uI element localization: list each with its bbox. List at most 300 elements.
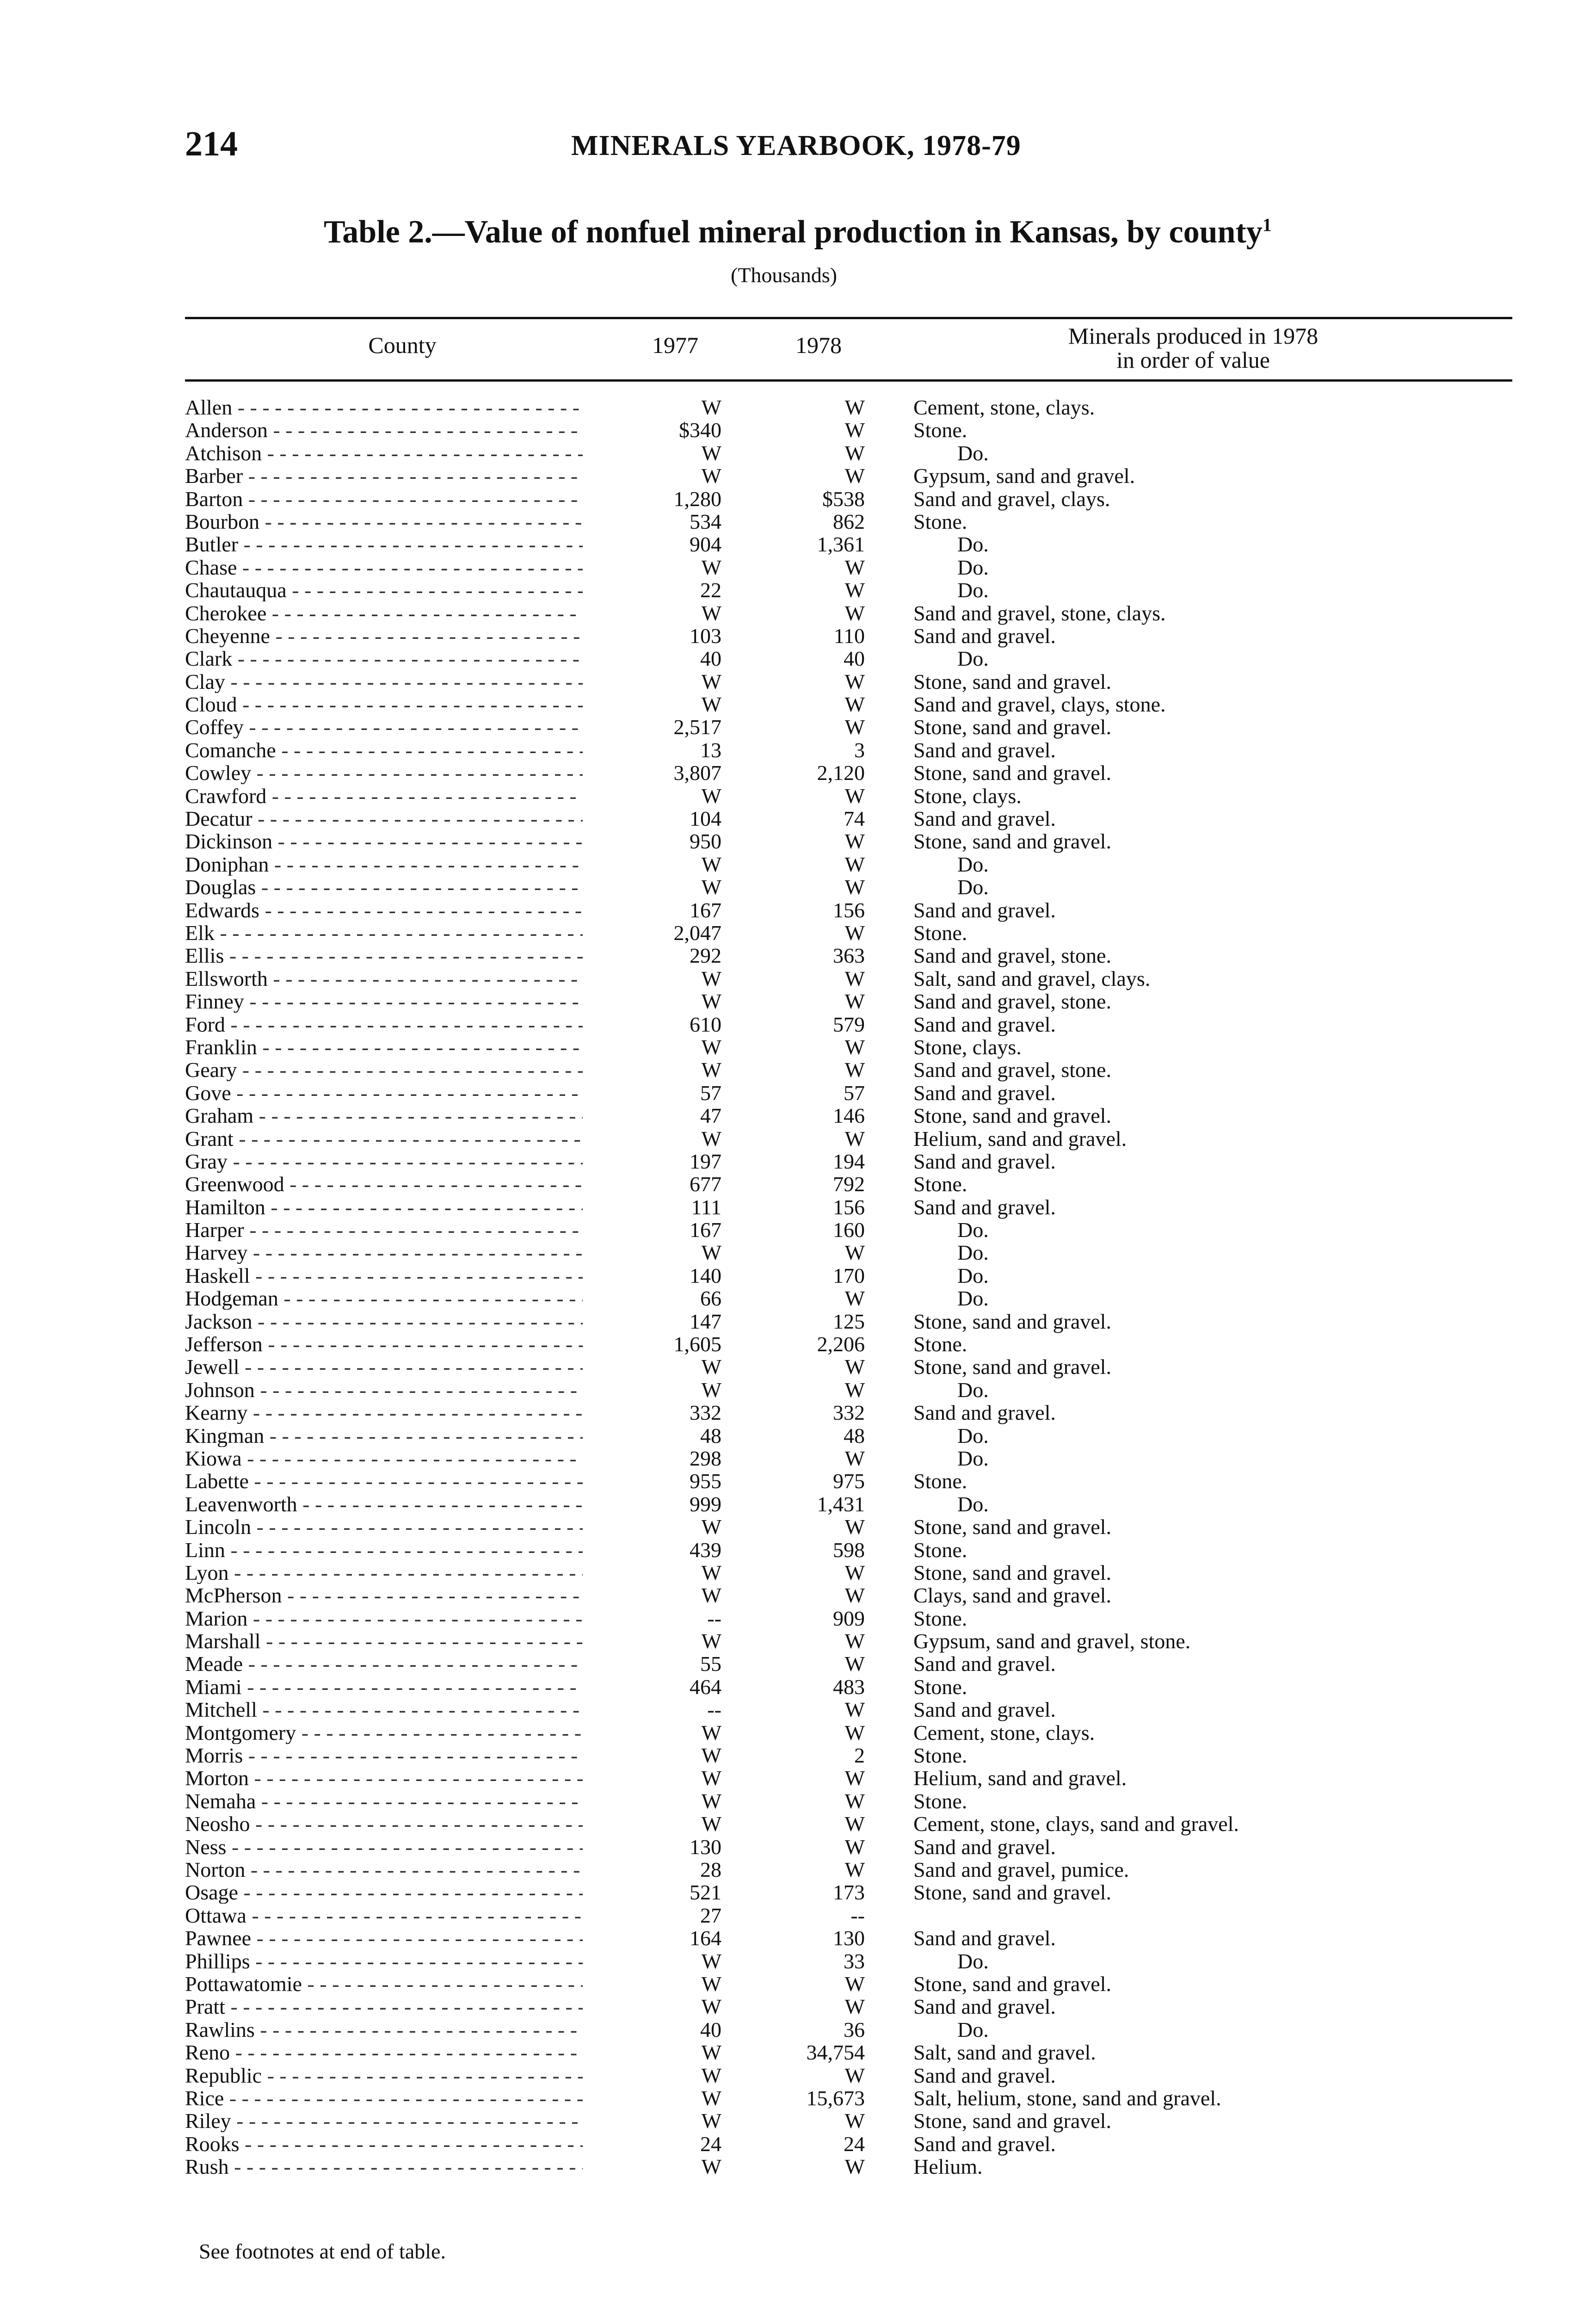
value-1977-cell: 22 bbox=[700, 578, 721, 602]
value-1977-cell: 534 bbox=[690, 509, 721, 533]
value-1977-cell: 164 bbox=[690, 1926, 721, 1950]
table-row bbox=[185, 670, 1512, 693]
value-1978-cell: 34,754 bbox=[806, 2041, 865, 2065]
value-1978-cell: 24 bbox=[844, 2132, 865, 2156]
title-footnote-mark: 1 bbox=[1262, 214, 1272, 235]
county-cell: Lyon - - - bbox=[185, 1561, 583, 1584]
minerals-cell: Helium, sand and gravel. bbox=[913, 1766, 1127, 1790]
county-cell: Chase - - - bbox=[185, 556, 583, 579]
table-row bbox=[185, 1082, 1512, 1104]
value-1977-cell: W bbox=[701, 2155, 721, 2179]
county-cell: Phillips - - - bbox=[185, 1950, 583, 1973]
value-1978-cell: W bbox=[844, 1355, 865, 1379]
value-1977-cell: W bbox=[701, 2109, 721, 2133]
value-1978-cell: W bbox=[844, 418, 865, 442]
value-1978-cell: 125 bbox=[833, 1309, 865, 1333]
table-row bbox=[185, 2133, 1512, 2155]
value-1977-cell: W bbox=[701, 2086, 721, 2110]
minerals-cell: Sand and gravel, pumice. bbox=[913, 1858, 1129, 1881]
value-1977-cell: 167 bbox=[690, 1218, 721, 1242]
table-row bbox=[185, 1904, 1512, 1927]
value-1978-cell: 862 bbox=[833, 509, 865, 533]
value-1978-cell: 146 bbox=[833, 1104, 865, 1128]
county-cell: Morton - - - bbox=[185, 1767, 583, 1789]
minerals-cell: Stone. bbox=[913, 1469, 967, 1493]
value-1977-cell: W bbox=[701, 1583, 721, 1608]
county-cell: Osage - - - bbox=[185, 1881, 583, 1904]
minerals-cell: Cement, stone, clays. bbox=[913, 396, 1095, 419]
value-1978-cell: W bbox=[844, 555, 865, 579]
value-1978-cell: W bbox=[844, 2063, 865, 2087]
minerals-cell: Sand and gravel. bbox=[913, 1401, 1056, 1425]
value-1978-cell: W bbox=[844, 875, 865, 899]
minerals-cell: Sand and gravel. bbox=[913, 624, 1056, 648]
minerals-cell: Do. bbox=[957, 1378, 989, 1402]
table-row bbox=[185, 1515, 1512, 1538]
value-1977-cell: 1,280 bbox=[673, 487, 721, 511]
minerals-cell: Do. bbox=[957, 1949, 989, 1973]
minerals-cell: Do. bbox=[957, 1423, 989, 1447]
value-1978-cell: W bbox=[844, 1858, 865, 1881]
table-row bbox=[185, 1630, 1512, 1652]
table-row bbox=[185, 647, 1512, 670]
table-row bbox=[185, 1698, 1512, 1721]
table-row bbox=[185, 716, 1512, 738]
minerals-cell: Do. bbox=[957, 1446, 989, 1470]
value-1978-cell: W bbox=[844, 1629, 865, 1653]
value-1977-cell: W bbox=[701, 1812, 721, 1836]
table-row bbox=[185, 921, 1512, 944]
county-cell: Johnson - - - bbox=[185, 1379, 583, 1401]
value-1977-cell: 57 bbox=[700, 1081, 721, 1105]
table-row bbox=[185, 1355, 1512, 1378]
value-1978-cell: W bbox=[844, 1789, 865, 1813]
value-1977-cell: 292 bbox=[690, 944, 721, 968]
value-1978-cell: W bbox=[844, 784, 865, 808]
value-1977-cell: W bbox=[701, 784, 721, 808]
minerals-cell: Do. bbox=[957, 555, 989, 579]
county-cell: Edwards - - - bbox=[185, 899, 583, 921]
county-cell: Grant - - - bbox=[185, 1127, 583, 1150]
value-1977-cell: 610 bbox=[690, 1012, 721, 1036]
header-1977: 1977 bbox=[652, 332, 698, 358]
page-number: 214 bbox=[185, 124, 238, 163]
value-1978-cell: W bbox=[844, 990, 865, 1014]
county-cell: Mitchell - - - bbox=[185, 1698, 583, 1721]
value-1977-cell: W bbox=[701, 1629, 721, 1653]
table-row bbox=[185, 1927, 1512, 1949]
minerals-cell: Sand and gravel. bbox=[913, 1195, 1056, 1219]
minerals-cell: Stone. bbox=[913, 1744, 967, 1768]
table-footnote: See footnotes at end of table. bbox=[199, 2239, 446, 2263]
minerals-cell: Sand and gravel. bbox=[913, 2132, 1056, 2156]
header-minerals bbox=[1008, 324, 1378, 372]
value-1977-cell: 140 bbox=[690, 1263, 721, 1287]
value-1978-cell: 579 bbox=[833, 1012, 865, 1036]
value-1977-cell: 439 bbox=[690, 1538, 721, 1562]
value-1978-cell: W bbox=[844, 693, 865, 717]
table-row bbox=[185, 1561, 1512, 1584]
minerals-cell: Do. bbox=[957, 1492, 989, 1516]
value-1977-cell: 13 bbox=[700, 738, 721, 762]
value-1978-cell: W bbox=[844, 1995, 865, 2019]
value-1978-cell: W bbox=[844, 441, 865, 465]
value-1977-cell: 197 bbox=[690, 1149, 721, 1173]
value-1978-cell: W bbox=[844, 1698, 865, 1722]
table-row bbox=[185, 2087, 1512, 2109]
table-row bbox=[185, 1150, 1512, 1173]
value-1977-cell: W bbox=[701, 1720, 721, 1744]
minerals-cell: Sand and gravel. bbox=[913, 898, 1056, 922]
county-cell: Neosho - - - bbox=[185, 1812, 583, 1835]
table-row bbox=[185, 533, 1512, 556]
minerals-cell: Stone, sand and gravel. bbox=[913, 1560, 1111, 1584]
table-row bbox=[185, 2041, 1512, 2064]
minerals-cell: Salt, sand and gravel, clays. bbox=[913, 966, 1151, 990]
value-1978-cell: W bbox=[844, 715, 865, 739]
table-row bbox=[185, 1881, 1512, 1904]
value-1977-cell: 167 bbox=[690, 898, 721, 922]
value-1977-cell: W bbox=[701, 1355, 721, 1379]
value-1977-cell: 999 bbox=[690, 1492, 721, 1516]
county-cell: Jewell - - - bbox=[185, 1355, 583, 1378]
table-row bbox=[185, 876, 1512, 898]
minerals-cell: Stone. bbox=[913, 418, 967, 442]
table-row bbox=[185, 1836, 1512, 1858]
county-cell: Lincoln - - - bbox=[185, 1515, 583, 1538]
minerals-cell: Sand and gravel. bbox=[913, 807, 1056, 831]
header-county: County bbox=[368, 332, 437, 358]
table-row bbox=[185, 464, 1512, 487]
table-row bbox=[185, 693, 1512, 716]
minerals-cell: Sand and gravel. bbox=[913, 1012, 1056, 1036]
county-cell: Clay - - - bbox=[185, 670, 583, 693]
minerals-cell: Do. bbox=[957, 1263, 989, 1287]
minerals-cell: Do. bbox=[957, 647, 989, 671]
county-cell: Geary - - - bbox=[185, 1058, 583, 1081]
minerals-cell: Stone, sand and gravel. bbox=[913, 1355, 1111, 1379]
value-1978-cell: 40 bbox=[844, 647, 865, 671]
value-1977-cell: 111 bbox=[691, 1195, 721, 1219]
value-1977-cell: W bbox=[701, 1949, 721, 1973]
county-cell: Rush - - - bbox=[185, 2155, 583, 2178]
value-1978-cell: 170 bbox=[833, 1263, 865, 1287]
county-cell: Haskell - - - bbox=[185, 1264, 583, 1287]
table-row bbox=[185, 1973, 1512, 1995]
value-1978-cell: 909 bbox=[833, 1606, 865, 1630]
value-1977-cell: W bbox=[701, 2041, 721, 2065]
table-row bbox=[185, 944, 1512, 967]
county-cell: Rice - - - bbox=[185, 2087, 583, 2109]
value-1978-cell: 156 bbox=[833, 898, 865, 922]
county-cell: Decatur - - - bbox=[185, 807, 583, 830]
county-cell: Ottawa - - - bbox=[185, 1904, 583, 1927]
county-cell: McPherson - - - bbox=[185, 1584, 583, 1607]
value-1978-cell: 194 bbox=[833, 1149, 865, 1173]
table-row bbox=[185, 1310, 1512, 1333]
minerals-cell: Stone, sand and gravel. bbox=[913, 715, 1111, 739]
county-cell: Pottawatomie - - - bbox=[185, 1973, 583, 1995]
value-1978-cell: 598 bbox=[833, 1538, 865, 1562]
value-1978-cell: -- bbox=[850, 1903, 865, 1927]
county-cell: Cheyenne - - - bbox=[185, 625, 583, 647]
value-1977-cell: 104 bbox=[690, 807, 721, 831]
minerals-cell: Do. bbox=[957, 1286, 989, 1311]
value-1977-cell: 28 bbox=[700, 1858, 721, 1881]
county-cell: Meade - - - bbox=[185, 1652, 583, 1675]
table-row bbox=[185, 1196, 1512, 1218]
value-1977-cell: -- bbox=[707, 1606, 721, 1630]
table-row bbox=[185, 1424, 1512, 1447]
value-1978-cell: W bbox=[844, 1560, 865, 1584]
value-1977-cell: 298 bbox=[690, 1446, 721, 1470]
county-cell: Cowley - - - bbox=[185, 761, 583, 784]
value-1977-cell: W bbox=[701, 555, 721, 579]
minerals-cell: Sand and gravel, stone. bbox=[913, 990, 1111, 1014]
county-cell: Republic - - - bbox=[185, 2064, 583, 2087]
minerals-cell: Stone, sand and gravel. bbox=[913, 1972, 1111, 1996]
value-1978-cell: W bbox=[844, 601, 865, 625]
county-cell: Ellsworth - - - bbox=[185, 967, 583, 990]
minerals-cell: Do. bbox=[957, 2017, 989, 2041]
value-1978-cell: 48 bbox=[844, 1423, 865, 1447]
minerals-cell: Helium. bbox=[913, 2155, 983, 2179]
value-1978-cell: W bbox=[844, 1766, 865, 1790]
table-units: (Thousands) bbox=[731, 263, 837, 287]
value-1978-cell: 57 bbox=[844, 1081, 865, 1105]
county-cell: Harvey - - - bbox=[185, 1241, 583, 1264]
minerals-cell: Clays, sand and gravel. bbox=[913, 1583, 1111, 1608]
value-1977-cell: 1,605 bbox=[673, 1332, 721, 1356]
county-cell: Elk - - - bbox=[185, 921, 583, 944]
table-row bbox=[185, 899, 1512, 921]
county-cell: Hamilton - - - bbox=[185, 1196, 583, 1218]
value-1978-cell: 792 bbox=[833, 1172, 865, 1196]
value-1978-cell: 173 bbox=[833, 1880, 865, 1905]
table-row bbox=[185, 1333, 1512, 1355]
county-cell: Barton - - - bbox=[185, 488, 583, 510]
minerals-cell: Stone. bbox=[913, 1789, 967, 1813]
value-1978-cell: W bbox=[844, 1652, 865, 1676]
value-1978-cell: W bbox=[844, 1126, 865, 1150]
value-1978-cell: 2,120 bbox=[817, 761, 865, 785]
table-row bbox=[185, 1127, 1512, 1150]
value-1977-cell: 130 bbox=[690, 1835, 721, 1859]
table-row bbox=[185, 2109, 1512, 2132]
table-row bbox=[185, 1995, 1512, 2018]
value-1978-cell: W bbox=[844, 852, 865, 876]
table-row bbox=[185, 1744, 1512, 1767]
value-1978-cell: W bbox=[844, 1446, 865, 1470]
minerals-cell: Stone, clays. bbox=[913, 1035, 1022, 1059]
value-1978-cell: W bbox=[844, 1720, 865, 1744]
table-row bbox=[185, 556, 1512, 579]
table-row bbox=[185, 1401, 1512, 1424]
county-cell: Labette - - - bbox=[185, 1470, 583, 1492]
minerals-cell: Stone. bbox=[913, 1606, 967, 1630]
minerals-cell: Do. bbox=[957, 1218, 989, 1242]
table-body bbox=[185, 396, 1512, 2178]
value-1977-cell: W bbox=[701, 875, 721, 899]
minerals-cell: Sand and gravel. bbox=[913, 1149, 1056, 1173]
value-1977-cell: 464 bbox=[690, 1675, 721, 1699]
table-row bbox=[185, 1264, 1512, 1287]
value-1977-cell: -- bbox=[707, 1698, 721, 1722]
table-row bbox=[185, 990, 1512, 1013]
table-row bbox=[185, 510, 1512, 533]
minerals-cell: Stone, sand and gravel. bbox=[913, 1515, 1111, 1539]
table-top-rule bbox=[185, 317, 1512, 319]
table-row bbox=[185, 625, 1512, 647]
value-1977-cell: W bbox=[701, 990, 721, 1014]
minerals-cell: Stone. bbox=[913, 921, 967, 945]
minerals-cell: Do. bbox=[957, 441, 989, 465]
value-1978-cell: 110 bbox=[833, 624, 865, 648]
minerals-cell: Do. bbox=[957, 532, 989, 557]
value-1977-cell: W bbox=[701, 1995, 721, 2019]
value-1977-cell: W bbox=[701, 669, 721, 693]
value-1977-cell: W bbox=[701, 1515, 721, 1539]
value-1978-cell: W bbox=[844, 829, 865, 853]
county-cell: Coffey - - - bbox=[185, 716, 583, 738]
value-1977-cell: W bbox=[701, 693, 721, 717]
table-row bbox=[185, 396, 1512, 419]
value-1978-cell: 1,431 bbox=[817, 1492, 865, 1516]
value-1977-cell: W bbox=[701, 1035, 721, 1059]
value-1977-cell: W bbox=[701, 1378, 721, 1402]
county-cell: Rooks - - - bbox=[185, 2133, 583, 2155]
table-row bbox=[185, 1173, 1512, 1195]
value-1977-cell: 677 bbox=[690, 1172, 721, 1196]
value-1978-cell: 156 bbox=[833, 1195, 865, 1219]
county-cell: Chautauqua - - - bbox=[185, 579, 583, 601]
value-1977-cell: 55 bbox=[700, 1652, 721, 1676]
value-1977-cell: 40 bbox=[700, 647, 721, 671]
minerals-cell: Sand and gravel, stone. bbox=[913, 944, 1111, 968]
county-cell: Comanche - - - bbox=[185, 739, 583, 761]
county-cell: Morris - - - bbox=[185, 1744, 583, 1767]
county-cell: Ellis - - - bbox=[185, 944, 583, 967]
table-row bbox=[185, 1790, 1512, 1812]
value-1977-cell: W bbox=[701, 1560, 721, 1584]
table-header-rule bbox=[185, 379, 1512, 382]
value-1977-cell: 27 bbox=[700, 1903, 721, 1927]
minerals-cell: Sand and gravel. bbox=[913, 2063, 1056, 2087]
county-cell: Gove - - - bbox=[185, 1082, 583, 1104]
value-1978-cell: 130 bbox=[833, 1926, 865, 1950]
value-1977-cell: $340 bbox=[679, 418, 721, 442]
table-row bbox=[185, 1858, 1512, 1881]
table-row bbox=[185, 830, 1512, 853]
value-1977-cell: W bbox=[701, 441, 721, 465]
table-row bbox=[185, 967, 1512, 990]
table-row bbox=[185, 1950, 1512, 1973]
value-1977-cell: W bbox=[701, 601, 721, 625]
value-1978-cell: W bbox=[844, 2109, 865, 2133]
value-1978-cell: W bbox=[844, 1812, 865, 1836]
minerals-cell: Do. bbox=[957, 875, 989, 899]
value-1978-cell: W bbox=[844, 1035, 865, 1059]
table-row bbox=[185, 2018, 1512, 2041]
minerals-cell: Stone, clays. bbox=[913, 784, 1022, 808]
county-cell: Bourbon - - - bbox=[185, 510, 583, 533]
table-row bbox=[185, 1676, 1512, 1698]
minerals-cell: Sand and gravel, clays, stone. bbox=[913, 693, 1166, 717]
county-cell: Riley - - - bbox=[185, 2109, 583, 2132]
county-cell: Linn - - - bbox=[185, 1539, 583, 1561]
minerals-cell: Stone. bbox=[913, 1675, 967, 1699]
minerals-cell: Do. bbox=[957, 1241, 989, 1265]
minerals-cell: Do. bbox=[957, 578, 989, 602]
value-1978-cell: W bbox=[844, 1972, 865, 1996]
county-cell: Clark - - - bbox=[185, 647, 583, 670]
county-cell: Allen - - - bbox=[185, 396, 583, 419]
value-1977-cell: 103 bbox=[690, 624, 721, 648]
running-head: MINERALS YEARBOOK, 1978-79 bbox=[571, 130, 1021, 161]
value-1978-cell: $538 bbox=[822, 487, 865, 511]
table-row bbox=[185, 1584, 1512, 1607]
table-row bbox=[185, 807, 1512, 830]
county-cell: Doniphan - - - bbox=[185, 853, 583, 876]
minerals-cell: Stone. bbox=[913, 1538, 967, 1562]
value-1977-cell: W bbox=[701, 1058, 721, 1082]
minerals-cell: Stone. bbox=[913, 1172, 967, 1196]
table-row bbox=[185, 579, 1512, 601]
minerals-cell: Stone, sand and gravel. bbox=[913, 829, 1111, 853]
table-row bbox=[185, 1218, 1512, 1241]
minerals-cell: Stone, sand and gravel. bbox=[913, 1104, 1111, 1128]
value-1978-cell: W bbox=[844, 2155, 865, 2179]
value-1978-cell: W bbox=[844, 1515, 865, 1539]
value-1977-cell: 2,047 bbox=[673, 921, 721, 945]
county-cell: Marshall - - - bbox=[185, 1630, 583, 1652]
table-row bbox=[185, 1013, 1512, 1036]
county-cell: Butler - - - bbox=[185, 533, 583, 556]
county-cell: Franklin - - - bbox=[185, 1036, 583, 1058]
value-1978-cell: W bbox=[844, 464, 865, 488]
header-minerals-line2: in order of value bbox=[1116, 347, 1270, 373]
value-1978-cell: W bbox=[844, 1286, 865, 1311]
value-1978-cell: W bbox=[844, 1058, 865, 1082]
value-1977-cell: W bbox=[701, 396, 721, 419]
county-cell: Hodgeman - - - bbox=[185, 1287, 583, 1310]
minerals-cell: Sand and gravel. bbox=[913, 1698, 1056, 1722]
table-row bbox=[185, 1241, 1512, 1264]
minerals-cell: Sand and gravel, stone. bbox=[913, 1058, 1111, 1082]
value-1978-cell: 3 bbox=[854, 738, 865, 762]
value-1977-cell: 47 bbox=[700, 1104, 721, 1128]
value-1978-cell: W bbox=[844, 578, 865, 602]
county-cell: Nemaha - - - bbox=[185, 1790, 583, 1812]
minerals-cell: Cement, stone, clays. bbox=[913, 1720, 1095, 1744]
county-cell: Dickinson - - - bbox=[185, 830, 583, 853]
table-row bbox=[185, 602, 1512, 625]
value-1977-cell: W bbox=[701, 1789, 721, 1813]
table-row bbox=[185, 1447, 1512, 1470]
county-cell: Rawlins - - - bbox=[185, 2018, 583, 2041]
county-cell: Douglas - - - bbox=[185, 876, 583, 898]
county-cell: Gray - - - bbox=[185, 1150, 583, 1173]
table-row bbox=[185, 1652, 1512, 1675]
table-row bbox=[185, 488, 1512, 510]
value-1977-cell: W bbox=[701, 464, 721, 488]
county-cell: Miami - - - bbox=[185, 1676, 583, 1698]
minerals-cell: Stone. bbox=[913, 509, 967, 533]
table-row bbox=[185, 1812, 1512, 1835]
county-cell: Anderson - - - bbox=[185, 419, 583, 441]
header-1978: 1978 bbox=[795, 332, 842, 358]
value-1978-cell: W bbox=[844, 396, 865, 419]
